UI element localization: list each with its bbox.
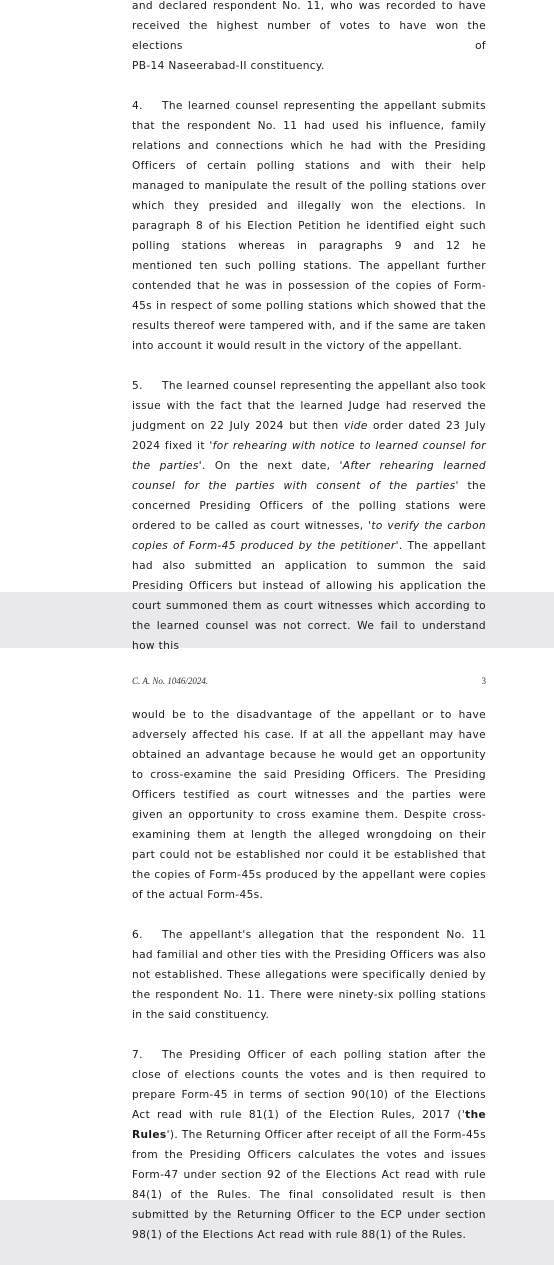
page-number: 3	[481, 676, 486, 686]
case-number: C. A. No. 1046/2024.	[132, 676, 209, 686]
page2-body	[132, 705, 486, 1265]
page-header	[132, 676, 486, 690]
bold-term: the Rules	[132, 1109, 486, 1141]
paragraph-number: 5.	[132, 380, 143, 392]
paragraph-text: The appellant's allegation that the respondent No. 11 had familial and other ties with the Presiding Officers was also not established. These allegations were specifically denied by the respondent No. 11. There were ninety-six polling stations in the said constituency.	[132, 929, 486, 1021]
paragraph-text: The learned counsel representing the appellant submits that the respondent No. 11 had used his influence, family relations and connections which he had with the Presiding Officers of certain polling stations and with their help managed to manipulate the result of the polling stations over which they presided and illegally won the elections. In paragraph 8 of his Election Petition he identified eight such polling stations whereas in paragraphs 9 and 12 he mentioned ten such polling stations. The appellant further contended that he was in possession of the copies of Form-45s in respect of some polling stations which showed that the results thereof were tampered with, and if the same are taken into account it would result in the victory of the appellant.	[132, 100, 486, 352]
text-line: received the highest number of votes to have won the elections of	[132, 20, 486, 52]
paragraph-number: 4.	[132, 100, 143, 112]
paragraph-text: '. On the next date, '	[198, 460, 343, 472]
paragraph-text: would be to the disadvantage of the appellant or to have adversely affected his case. If at all the appellant may have obtained an advantage because he would get an opportunity to cross-examine the said Presiding Officers. The Presiding Officers testified as court witnesses and the parties were given an opportunity to cross examine them. Despite cross-examining them at length the alleged wrongdoing on their part could not be established nor could it be established that the copies of Form-45s produced by the appellant were copies of the actual Form-45s.	[132, 709, 486, 901]
italic-quote: After rehearing learned counsel for the parties with consent of the parties	[132, 460, 486, 492]
paragraph-7	[132, 1045, 486, 1245]
text-line: and declared respondent No. 11, who was recorded to have	[132, 0, 486, 12]
page1-body	[132, 0, 486, 676]
italic-quote: to verify the carbon copies of Form-45 produced by the petitioner	[132, 520, 486, 552]
paragraph-text: The learned counsel representing the appellant also took issue with the fact that the learned Judge had reserved the judgment on 22 July 2024 but then	[132, 380, 486, 432]
paragraph-number: 7.	[132, 1049, 143, 1061]
paragraph-text: ' the concerned Presiding Officers of the polling stations were ordered to be called as court witnesses, '	[132, 480, 486, 532]
italic-quote: for rehearing with notice to learned counsel for the parties	[132, 440, 486, 472]
italic-text: vide	[343, 420, 368, 432]
paragraph-3-continuation	[132, 0, 486, 76]
paragraph-text: order dated 23 July 2024 fixed it '	[132, 420, 486, 452]
text-line: PB-14 Naseerabad-II constituency.	[132, 60, 325, 72]
paragraph-text: The Presiding Officer of each polling station after the close of elections counts the votes and is then required to prepare Form-45 in terms of section 90(10) of the Elections Act read with rule 81(1) of the Election Rules, 2017 ('	[132, 1049, 486, 1121]
paragraph-text: '. The appellant had also submitted an application to summon the said Presiding Officers but instead of allowing his application the court summoned them as court witnesses which according to the learned counsel was not correct. We fail to understand how this	[132, 540, 486, 652]
paragraph-text: '). The Returning Officer after receipt of all the Form-45s from the Presiding Officers calculates the votes and issues Form-47 under section 92 of the Elections Act read with rule 84(1) of the Rules. The final consolidated result is then submitted by the Returning Officer to the ECP under section 98(1) of the Elections Act read with rule 88(1) of the Rules.	[132, 1129, 486, 1241]
paragraph-6	[132, 925, 486, 1025]
paragraph-4	[132, 96, 486, 356]
paragraph-number: 6.	[132, 929, 143, 941]
paragraph-5	[132, 376, 486, 656]
paragraph-5-continuation	[132, 705, 486, 905]
